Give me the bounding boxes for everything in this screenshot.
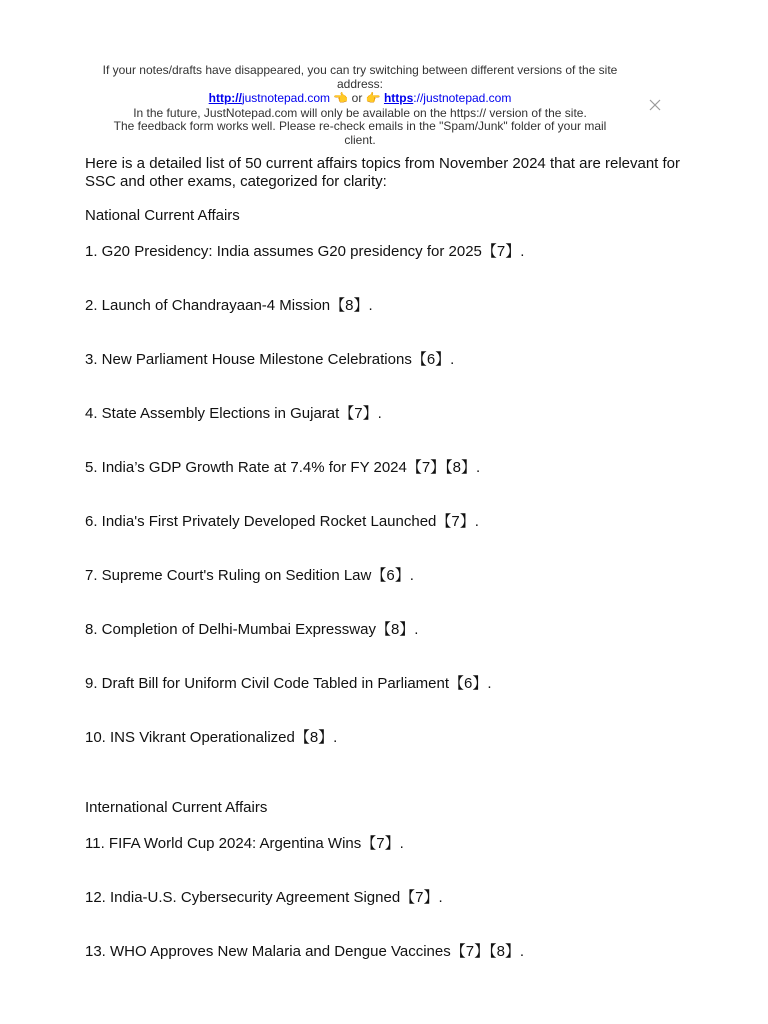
international-list — [85, 835, 695, 961]
http-link[interactable] — [209, 91, 330, 105]
national-list — [85, 243, 695, 747]
http-link-domain: justnotepad.com — [241, 91, 331, 105]
intro-paragraph: Here is a detailed list of 50 current affairs topics from November 2024 that are relevant for SSC and other exams, categorized for clarity: — [85, 155, 681, 190]
list-item: 4. State Assembly Elections in Gujarat【7】. — [85, 405, 382, 422]
list-item: 12. India-U.S. Cybersecurity Agreement Signed【7】. — [85, 889, 443, 906]
site-address-notice — [100, 64, 620, 147]
https-link[interactable] — [384, 91, 511, 105]
list-item: 10. INS Vikrant Operationalized【8】. — [85, 729, 338, 746]
or-separator: 👈 or 👉 — [333, 91, 381, 105]
list-item: 8. Completion of Delhi-Mumbai Expressway【8】. — [85, 621, 419, 638]
national-heading: National Current Affairs — [85, 207, 240, 224]
notice-line-1: If your notes/drafts have disappeared, you can try switching between different versions of the site address: — [102, 63, 618, 91]
list-item: 11. FIFA World Cup 2024: Argentina Wins【7】. — [85, 835, 404, 852]
list-item: 3. New Parliament House Milestone Celebrations【6】. — [85, 351, 455, 368]
international-heading: International Current Affairs — [85, 799, 268, 816]
list-item: 7. Supreme Court's Ruling on Sedition Law【6】. — [85, 567, 414, 584]
notice-line-2: In the future, JustNotepad.com will only be available on the https:// version of the site. — [133, 105, 587, 120]
notice-links — [100, 92, 620, 106]
https-link-protocol: https — [383, 91, 414, 105]
list-item: 6. India's First Privately Developed Rocket Launched【7】. — [85, 513, 479, 530]
https-link-domain: ://justnotepad.com — [413, 91, 512, 105]
list-item: 1. G20 Presidency: India assumes G20 presidency for 2025【7】. — [85, 243, 525, 260]
list-item: 5. India’s GDP Growth Rate at 7.4% for FY 2024【7】【8】. — [85, 459, 481, 476]
close-icon[interactable] — [646, 96, 664, 114]
list-item: 13. WHO Approves New Malaria and Dengue Vaccines【7】【8】. — [85, 943, 525, 960]
list-item: 2. Launch of Chandrayaan-4 Mission【8】. — [85, 297, 373, 314]
http-link-protocol: http:// — [208, 91, 242, 105]
list-item: 9. Draft Bill for Uniform Civil Code Tabled in Parliament【6】. — [85, 675, 492, 692]
notice-line-3: The feedback form works well. Please re-check emails in the "Spam/Junk" folder of your mail client. — [113, 119, 607, 147]
notepad-content[interactable] — [85, 155, 695, 997]
